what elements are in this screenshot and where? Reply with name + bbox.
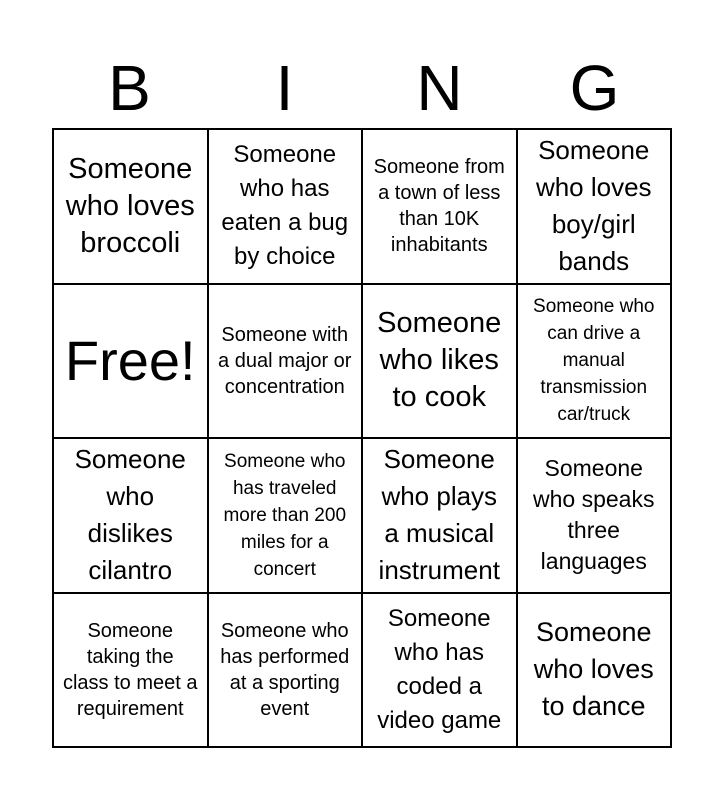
bingo-cell-r2c2[interactable]: [209, 285, 364, 440]
cell-label: Someone who loves boy/girl bands: [535, 135, 652, 277]
cell-label: Someone who loves to dance: [533, 617, 654, 722]
bingo-cell-r2c4[interactable]: [518, 285, 673, 440]
cell-label: Someone with a dual major or concentration: [218, 323, 352, 398]
cell-label: Someone who likes to cook: [377, 307, 502, 414]
bingo-cell-r1c3[interactable]: [363, 130, 518, 285]
header-letter-n: N: [416, 52, 463, 124]
bingo-cell-free[interactable]: [54, 285, 209, 440]
cell-label: Someone who dislikes cilantro: [74, 444, 186, 586]
bingo-cell-r4c4[interactable]: [518, 594, 673, 749]
bingo-header: [52, 52, 672, 124]
cell-label: Someone from a town of less than 10K inhabitants: [373, 156, 505, 257]
bingo-cell-r4c2[interactable]: [209, 594, 364, 749]
cell-label: Someone who speaks three languages: [533, 455, 655, 575]
cell-label: Someone who plays a musical instrument: [378, 444, 500, 586]
bingo-cell-r3c1[interactable]: [54, 439, 209, 594]
bingo-grid: [52, 128, 672, 748]
cell-label: Someone who can drive a manual transmission car/truck: [533, 296, 655, 426]
free-space-label: Free!: [64, 328, 196, 392]
cell-label: Someone taking the class to meet a requirement: [62, 619, 198, 720]
bingo-cell-r3c2[interactable]: [209, 439, 364, 594]
header-letter-g: G: [569, 52, 620, 124]
cell-label: Someone who has eaten a bug by choice: [221, 141, 349, 271]
bingo-cell-r4c1[interactable]: [54, 594, 209, 749]
bingo-cell-r3c3[interactable]: [363, 439, 518, 594]
cell-label: Someone who has traveled more than 200 miles for a concert: [223, 450, 347, 580]
bingo-cell-r3c4[interactable]: [518, 439, 673, 594]
bingo-cell-r1c4[interactable]: [518, 130, 673, 285]
bingo-cell-r1c2[interactable]: [209, 130, 364, 285]
cell-label: Someone who has coded a video game: [377, 604, 502, 734]
bingo-cell-r1c1[interactable]: [54, 130, 209, 285]
cell-label: Someone who has performed at a sporting event: [220, 619, 350, 720]
header-letter-i: I: [275, 52, 294, 124]
cell-label: Someone who loves broccoli: [65, 152, 195, 259]
bingo-cell-r4c3[interactable]: [363, 594, 518, 749]
bingo-cell-r2c3[interactable]: [363, 285, 518, 440]
header-letter-b: B: [108, 52, 151, 124]
